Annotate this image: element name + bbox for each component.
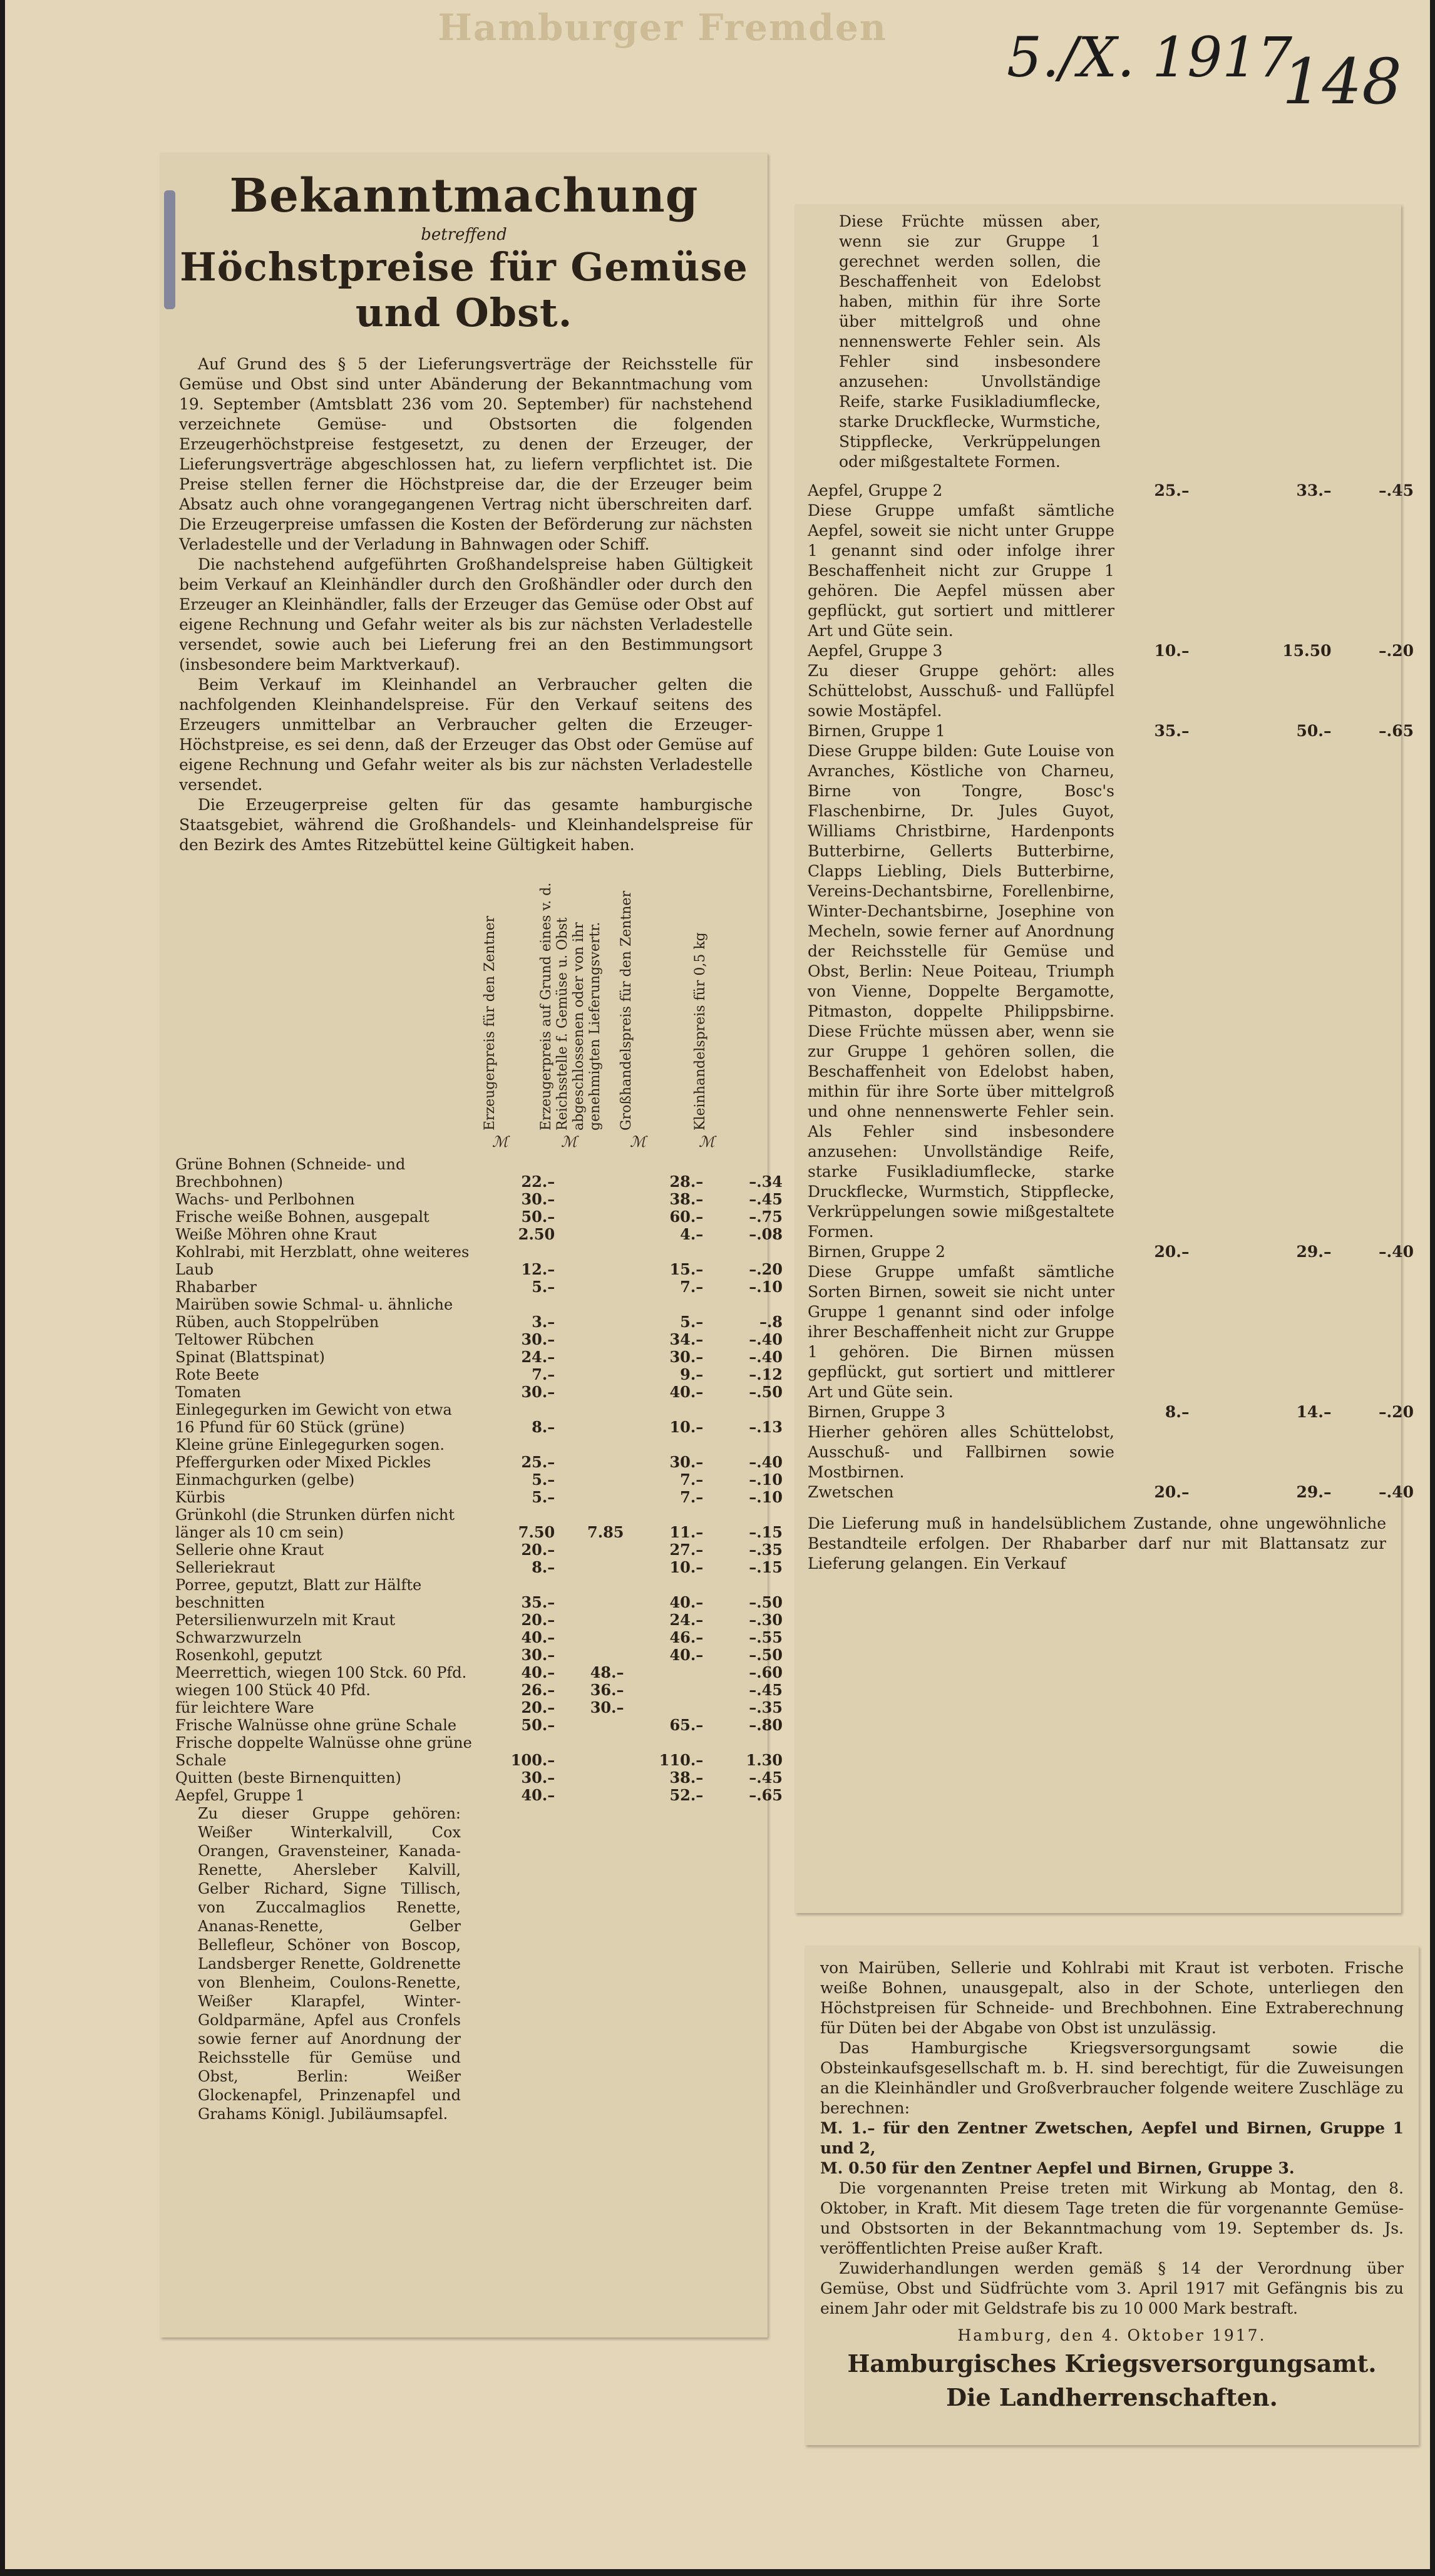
column-headers bbox=[473, 868, 768, 1131]
paragraph: Beim Verkauf im Kleinhandel an Verbraucher gelten die nachfolgenden Kleinhandelspreise. Für den Verkauf seitens des Erzeugers unmittelbar an Verbraucher gelten die Erzeuger-Höchstpreise, es sei denn, daß der Erzeuger das Obst oder Gemüse auf eigene Rechnung und Gefahr weiter als bis zur nächsten Verladestelle versendet. bbox=[179, 675, 753, 794]
item-name: Grünkohl (die Strunken dürfen nicht länger als 10 cm sein) bbox=[175, 1506, 455, 1541]
item-name: Frische weiße Bohnen, ausgepalt bbox=[175, 1208, 429, 1226]
table-row bbox=[808, 1242, 1414, 1262]
item-name: Aepfel, Gruppe 3 bbox=[808, 642, 943, 660]
price-c4: –.80 bbox=[749, 1716, 783, 1734]
left-clipping bbox=[160, 153, 783, 2337]
price-c3: 10.– bbox=[669, 1558, 704, 1576]
price-c3: 40.– bbox=[669, 1646, 704, 1664]
item-name: Aepfel, Gruppe 2 bbox=[808, 481, 943, 500]
price-c4: –.10 bbox=[749, 1278, 783, 1296]
item-name: Schwarzwurzeln bbox=[175, 1629, 302, 1646]
closing-date: Hamburg, den 4. Oktober 1917. bbox=[957, 2326, 1267, 2344]
table-row bbox=[175, 1787, 783, 1804]
price-c3: 4.– bbox=[680, 1225, 704, 1243]
continuation-footer: Die Lieferung muß in handelsüblichem Zustande, ohne ungewöhnliche Bestandteile erfolgen. Der Rhabarber darf nur mit Blattansatz zur Lieferung gelangen. Ein Verkauf bbox=[808, 1514, 1386, 1573]
signature-2: Die Landherrenschaften. bbox=[946, 2383, 1278, 2411]
variety-note: Diese Gruppe umfaßt sämtliche Aepfel, soweit sie nicht unter Gruppe 1 genannt sind oder infolge ihrer Beschaffenheit nicht zur Gruppe 1 gehören. Die Aepfel müssen aber gepflückt, gut sortiert und mittlerer Art und Güte sein. bbox=[808, 501, 1114, 640]
price-c4: –.35 bbox=[749, 1541, 783, 1559]
price-c1: 30.– bbox=[521, 1383, 555, 1401]
price-c2 bbox=[555, 1243, 624, 1278]
closing-text bbox=[820, 1958, 1404, 2319]
price-v2: 50.– bbox=[1296, 722, 1332, 740]
surcharge-1: M. 1.– für den Zentner Zwetschen, Aepfel und Birnen, Gruppe 1 und 2, bbox=[820, 2119, 1404, 2157]
right-top-clipping bbox=[795, 204, 1414, 1913]
price-c1: 30.– bbox=[521, 1330, 555, 1348]
price-c2 bbox=[555, 1208, 624, 1226]
item-name: Grüne Bohnen (Schneide- und Brechbohnen) bbox=[175, 1156, 406, 1191]
price-c2 bbox=[555, 1576, 624, 1611]
price-c1: 22.– bbox=[521, 1173, 555, 1191]
table-row bbox=[175, 1769, 783, 1787]
item-name: Rote Beete bbox=[175, 1366, 259, 1383]
price-c2 bbox=[555, 1191, 624, 1208]
price-c2: 48.– bbox=[590, 1663, 624, 1681]
price-c3: 28.– bbox=[669, 1173, 704, 1191]
item-name: Sellerie ohne Kraut bbox=[175, 1541, 324, 1559]
closing-p2: Das Hamburgische Kriegsversorgungsamt sowie die Obsteinkaufsgesellschaft m. b. H. sind berechtigt, für die Zuweisungen an die Kleinhändler und Großverbraucher folgende weitere Zuschläge zu berechnen: bbox=[820, 2039, 1404, 2117]
variety-note: Diese Gruppe umfaßt sämtliche Sorten Birnen, soweit sie nicht unter Gruppe 1 genannt sind oder infolge ihrer Beschaffenheit nicht zur Gruppe 1 gehören. Die Birnen müssen gepflückt, gut sortiert und mittlerer Art und Güte sein. bbox=[808, 1263, 1114, 1401]
price-c2 bbox=[555, 1716, 624, 1734]
notice-subtitle: Höchstpreise für Gemüse und Obst. bbox=[180, 244, 748, 336]
table-row bbox=[175, 1348, 783, 1366]
price-c2 bbox=[555, 1401, 624, 1436]
item-name: Quitten (beste Birnenquitten) bbox=[175, 1769, 401, 1787]
price-c2 bbox=[555, 1156, 624, 1191]
table-row-note bbox=[808, 741, 1414, 1242]
table-row bbox=[175, 1489, 783, 1506]
spacer bbox=[1114, 1422, 1414, 1482]
item-name: Zwetschen bbox=[808, 1483, 894, 1501]
spacer bbox=[1114, 661, 1414, 721]
item-name: Meerrettich, wiegen 100 Stck. 60 Pfd. bbox=[175, 1664, 467, 1681]
table-row bbox=[175, 1629, 783, 1646]
price-v2: 29.– bbox=[1296, 1483, 1332, 1501]
price-c3: 10.– bbox=[669, 1418, 704, 1436]
price-c3: 15.– bbox=[669, 1260, 704, 1278]
table-row bbox=[808, 1482, 1414, 1502]
price-c1: 100.– bbox=[510, 1751, 555, 1769]
unit-row bbox=[160, 1131, 768, 1156]
paragraph: Die Erzeugerpreise gelten für das gesamte hamburgische Staatsgebiet, während die Großhandels- und Kleinhandelspreise für den Bezirk des Amtes Ritzebüttel keine Gültigkeit haben. bbox=[179, 796, 753, 854]
item-name: Teltower Rübchen bbox=[175, 1331, 314, 1348]
table-row bbox=[175, 1191, 783, 1208]
price-c3: 5.– bbox=[680, 1313, 704, 1331]
price-c3: 46.– bbox=[669, 1628, 704, 1646]
newspaper-masthead: Hamburger Fremden bbox=[438, 6, 887, 49]
price-c2 bbox=[555, 1383, 624, 1401]
price-c4: –.15 bbox=[749, 1558, 783, 1576]
column-header-wholesale: Großhandelspreis für den Zentner bbox=[619, 891, 634, 1131]
price-c3 bbox=[624, 1699, 703, 1716]
item-name: für leichtere Ware bbox=[175, 1699, 314, 1716]
price-c1: 7.– bbox=[532, 1365, 555, 1383]
price-c1: 26.– bbox=[521, 1681, 555, 1699]
variety-note: Zu dieser Gruppe gehört: alles Schüttelobst, Ausschuß- und Fallüpfel sowie Mostäpfel. bbox=[808, 662, 1114, 720]
table-row bbox=[808, 641, 1414, 661]
table-row bbox=[175, 1681, 783, 1699]
price-c4: –.20 bbox=[749, 1260, 783, 1278]
item-name: Wachs- und Perlbohnen bbox=[175, 1191, 355, 1208]
price-c3: 65.– bbox=[669, 1716, 704, 1734]
item-name: Petersilienwurzeln mit Kraut bbox=[175, 1611, 396, 1629]
price-c4: –.45 bbox=[749, 1768, 783, 1787]
price-v2: 14.– bbox=[1296, 1403, 1332, 1421]
table-row bbox=[175, 1664, 783, 1681]
right-bottom-clipping bbox=[805, 1946, 1419, 2445]
price-v3: –.20 bbox=[1379, 642, 1414, 660]
table-row bbox=[175, 1208, 783, 1226]
price-v2: 15.50 bbox=[1282, 642, 1332, 660]
price-v1: 25.– bbox=[1154, 481, 1190, 500]
price-c2 bbox=[555, 1366, 624, 1383]
table-row bbox=[175, 1646, 783, 1664]
table-row bbox=[175, 1401, 783, 1436]
price-c4: –.40 bbox=[749, 1330, 783, 1348]
price-c2 bbox=[555, 1646, 624, 1664]
price-c1: 8.– bbox=[532, 1558, 555, 1576]
price-c1: 8.– bbox=[532, 1418, 555, 1436]
unit-label: ℳ bbox=[699, 1133, 715, 1151]
price-v3: –.40 bbox=[1379, 1483, 1414, 1501]
price-v3: –.45 bbox=[1379, 481, 1414, 500]
price-c2 bbox=[555, 1559, 624, 1576]
table-row bbox=[175, 1383, 783, 1401]
item-name: Birnen, Gruppe 3 bbox=[808, 1403, 945, 1421]
table-row bbox=[808, 1402, 1414, 1422]
item-name: Birnen, Gruppe 1 bbox=[808, 722, 945, 740]
table-row-note bbox=[808, 501, 1414, 641]
archive-board bbox=[5, 0, 1430, 2569]
price-c3: 38.– bbox=[669, 1768, 704, 1787]
price-c3: 11.– bbox=[669, 1523, 704, 1541]
handwritten-number: 148 bbox=[1282, 45, 1402, 118]
item-name: Kleine grüne Einlegegurken sogen. Pfeffergurken oder Mixed Pickles bbox=[175, 1436, 445, 1471]
price-c3: 40.– bbox=[669, 1383, 704, 1401]
fruit-price-table bbox=[808, 481, 1414, 1502]
spacer bbox=[1114, 501, 1414, 641]
notice-title: Bekanntmachung bbox=[229, 169, 699, 223]
table-row bbox=[175, 1436, 783, 1471]
price-c4: –.15 bbox=[749, 1523, 783, 1541]
price-c3: 7.– bbox=[680, 1488, 704, 1506]
price-c3: 52.– bbox=[669, 1786, 704, 1804]
price-c1: 7.50 bbox=[518, 1523, 555, 1541]
price-c4: 1.30 bbox=[746, 1751, 783, 1769]
price-c3: 40.– bbox=[669, 1593, 704, 1611]
price-c1: 5.– bbox=[532, 1278, 555, 1296]
closing-p1: von Mairüben, Sellerie und Kohlrabi mit Kraut ist verboten. Frische weiße Bohnen, unausgepalt, also in der Schote, unterliegen den Höchstpreisen für Schneide- und Brechbohnen. Eine Extraberechnung für Düten bei der Abgabe von Obst ist unzulässig. bbox=[820, 1959, 1404, 2037]
price-c1: 50.– bbox=[521, 1716, 555, 1734]
price-c2 bbox=[555, 1611, 624, 1629]
unit-label: ℳ bbox=[492, 1133, 508, 1151]
price-v2: 33.– bbox=[1296, 481, 1332, 500]
price-c3: 30.– bbox=[669, 1453, 704, 1471]
price-c3 bbox=[624, 1681, 703, 1699]
price-c4: –.08 bbox=[749, 1225, 783, 1243]
price-c1: 25.– bbox=[521, 1453, 555, 1471]
variety-note: Diese Gruppe bilden: Gute Louise von Avranches, Köstliche von Charneu, Birne von Tongre, Bosc's Flaschenbirne, Dr. Jules Guyot, Williams Christbirne, Hardenponts Butterbirne, Gellerts Butterbirne, Clapps Liebling, Diels Butterbirne, Vereins-Dechantsbirne, Forellenbirne, Winter-Dechantsbirne, Josephine von Mecheln, sowie ferner auf Anordnung der Reichsstelle für Gemüse und Obst, Berlin: Neue Poiteau, Triumph von Vienne, Doppelte Bergamotte, Pitmaston, doppelte Philippsbirne. Diese Früchte müssen aber, wenn sie zur Gruppe 1 gehören sollen, die Beschaffenheit von Edelobst haben, mithin für ihre Sorte über mittelgroß und ohne nennenswerte Fehler sein. Als Fehler sind insbesondere anzusehen: Unvollständige Reife, starke Fusikladiumflecke, starke Druckflecke, Wurmstich, Stippflecke, Verkrüppelungen sowie mißgestaltete Formen. bbox=[808, 742, 1114, 1241]
price-c1: 24.– bbox=[521, 1348, 555, 1366]
table-row-note bbox=[808, 661, 1414, 721]
item-name: Kohlrabi, mit Herzblatt, ohne weiteres Laub bbox=[175, 1243, 470, 1278]
price-c4: –.10 bbox=[749, 1470, 783, 1489]
table-row bbox=[175, 1506, 783, 1541]
price-c3: 24.– bbox=[669, 1611, 704, 1629]
price-v1: 20.– bbox=[1154, 1243, 1190, 1261]
price-c3: 27.– bbox=[669, 1541, 704, 1559]
item-name: Einlegegurken im Gewicht von etwa 16 Pfund für 60 Stück (grüne) bbox=[175, 1401, 452, 1436]
price-c4: –.60 bbox=[749, 1663, 783, 1681]
price-c2 bbox=[555, 1331, 624, 1348]
price-c2 bbox=[555, 1471, 624, 1489]
price-c1: 5.– bbox=[532, 1470, 555, 1489]
table-row bbox=[175, 1559, 783, 1576]
price-c4: –.35 bbox=[749, 1698, 783, 1716]
price-c1: 35.– bbox=[521, 1593, 555, 1611]
column-header-producer: Erzeugerpreis für den Zentner bbox=[482, 915, 498, 1131]
price-c2 bbox=[555, 1489, 624, 1506]
price-v1: 35.– bbox=[1154, 722, 1190, 740]
price-c2 bbox=[555, 1278, 624, 1296]
price-v2: 29.– bbox=[1296, 1243, 1332, 1261]
price-c2 bbox=[555, 1226, 624, 1243]
notice-small: betreffend bbox=[421, 225, 507, 244]
table-row-note bbox=[808, 1422, 1414, 1482]
price-c1: 40.– bbox=[521, 1786, 555, 1804]
closing-p4: Zuwiderhandlungen werden gemäß § 14 der Verordnung über Gemüse, Obst und Südfrüchte vom 3. April 1917 mit Gefängnis bis zu einem Jahr oder mit Geldstrafe bis zu 10 000 Mark bestraft. bbox=[820, 2259, 1404, 2317]
price-c2 bbox=[555, 1541, 624, 1559]
price-c3: 60.– bbox=[669, 1208, 704, 1226]
price-c1: 20.– bbox=[521, 1698, 555, 1716]
spacer bbox=[1114, 741, 1414, 1242]
spacer bbox=[1114, 1262, 1414, 1402]
table-row bbox=[175, 1471, 783, 1489]
continuation-intro: Diese Früchte müssen aber, wenn sie zur Gruppe 1 gerechnet werden sollen, die Beschaffenheit von Edelobst haben, mithin für ihre Sorte über mittelgroß und ohne nennenswerte Fehler sein. Als Fehler sind insbesondere anzusehen: Unvollständige Reife, starke Fusikladiumflecke, starke Druckflecke, Wurmstiche, Stippflecke, Verkrüppelungen oder mißgestaltete Formen. bbox=[839, 212, 1101, 471]
price-v3: –.40 bbox=[1379, 1243, 1414, 1261]
table-row bbox=[175, 1296, 783, 1331]
price-c1: 30.– bbox=[521, 1768, 555, 1787]
price-c3: 7.– bbox=[680, 1278, 704, 1296]
price-c1: 30.– bbox=[521, 1646, 555, 1664]
table-row bbox=[175, 1541, 783, 1559]
item-name: Selleriekraut bbox=[175, 1559, 275, 1576]
table-row bbox=[175, 1243, 783, 1278]
item-name: Kürbis bbox=[175, 1489, 225, 1506]
price-c2: 7.85 bbox=[587, 1523, 624, 1541]
table-row bbox=[175, 1366, 783, 1383]
notice-body bbox=[179, 354, 753, 855]
variety-note: Hierher gehören alles Schüttelobst, Ausschuß- und Fallbirnen sowie Mostbirnen. bbox=[808, 1423, 1114, 1481]
price-c3: 30.– bbox=[669, 1348, 704, 1366]
unit-label: ℳ bbox=[561, 1133, 577, 1151]
table-row bbox=[808, 721, 1414, 741]
item-name: Einmachgurken (gelbe) bbox=[175, 1471, 355, 1489]
price-c2: 30.– bbox=[590, 1698, 624, 1716]
surcharge-2: M. 0.50 für den Zentner Aepfel und Birnen, Gruppe 3. bbox=[820, 2159, 1295, 2177]
table-row bbox=[175, 1331, 783, 1348]
item-name: Spinat (Blattspinat) bbox=[175, 1348, 325, 1366]
price-c2 bbox=[555, 1734, 624, 1769]
price-c4: –.45 bbox=[749, 1190, 783, 1208]
vegetable-price-table bbox=[175, 1156, 783, 1804]
table-row bbox=[175, 1734, 783, 1769]
price-c4: –.65 bbox=[749, 1786, 783, 1804]
item-name: Mairüben sowie Schmal- u. ähnliche Rüben, auch Stoppelrüben bbox=[175, 1296, 453, 1331]
price-c3: 38.– bbox=[669, 1190, 704, 1208]
price-v3: –.65 bbox=[1379, 722, 1414, 740]
price-c3 bbox=[624, 1664, 703, 1681]
price-c4: –.10 bbox=[749, 1488, 783, 1506]
column-header-contract: Erzeugerpreis auf Grund eines v. d. Reichsstelle f. Gemüse u. Obst abgeschlossenen oder von ihr genehmigten Lieferungsvertr. bbox=[538, 882, 603, 1131]
table-row bbox=[175, 1699, 783, 1716]
price-v3: –.20 bbox=[1379, 1403, 1414, 1421]
table-row bbox=[175, 1716, 783, 1734]
price-c1: 3.– bbox=[532, 1313, 555, 1331]
price-c4: –.45 bbox=[749, 1681, 783, 1699]
table-row bbox=[175, 1278, 783, 1296]
column-header-retail: Kleinhandelspreis für 0,5 kg bbox=[692, 932, 708, 1131]
price-c3: 7.– bbox=[680, 1470, 704, 1489]
price-c1: 12.– bbox=[521, 1260, 555, 1278]
price-c2 bbox=[555, 1629, 624, 1646]
item-name: Birnen, Gruppe 2 bbox=[808, 1243, 945, 1261]
handwritten-date: 5./X. 1917 bbox=[1007, 25, 1293, 90]
price-c2 bbox=[555, 1787, 624, 1804]
price-c2 bbox=[555, 1348, 624, 1366]
closing-p3: Die vorgenannten Preise treten mit Wirkung ab Montag, den 8. Oktober, in Kraft. Mit diesem Tage treten die für vorgenannte Gemüse- und Obstsorten in der Bekanntmachung vom 19. September ds. Js. veröffentlichten Preise außer Kraft. bbox=[820, 2179, 1404, 2257]
price-c4: –.40 bbox=[749, 1348, 783, 1366]
table-row bbox=[175, 1226, 783, 1243]
price-c4: –.55 bbox=[749, 1628, 783, 1646]
price-c1: 40.– bbox=[521, 1663, 555, 1681]
price-c1: 20.– bbox=[521, 1541, 555, 1559]
price-c4: –.50 bbox=[749, 1646, 783, 1664]
table-row bbox=[175, 1156, 783, 1191]
table-row bbox=[808, 481, 1414, 501]
price-c3: 34.– bbox=[669, 1330, 704, 1348]
price-c3: 9.– bbox=[680, 1365, 704, 1383]
price-c3: 110.– bbox=[659, 1751, 704, 1769]
table-row bbox=[175, 1611, 783, 1629]
item-name: Weiße Möhren ohne Kraut bbox=[175, 1226, 377, 1243]
price-c4: –.30 bbox=[749, 1611, 783, 1629]
price-c1: 40.– bbox=[521, 1628, 555, 1646]
table-row bbox=[175, 1576, 783, 1611]
item-name: Frische doppelte Walnüsse ohne grüne Schale bbox=[175, 1734, 472, 1769]
price-c4: –.8 bbox=[759, 1313, 783, 1331]
item-name: Rosenkohl, geputzt bbox=[175, 1646, 322, 1664]
item-name: Porree, geputzt, Blatt zur Hälfte beschnitten bbox=[175, 1576, 422, 1611]
price-c4: –.50 bbox=[749, 1593, 783, 1611]
price-c2: 36.– bbox=[590, 1681, 624, 1699]
paragraph: Auf Grund des § 5 der Lieferungsverträge der Reichsstelle für Gemüse und Obst sind unter Abänderung der Bekanntmachung vom 19. September (Amtsblatt 236 vom 20. September) für nachstehend verzeichnete Gemüse- und Obstsorten die folgenden Erzeugerhöchstpreise festgesetzt, zu denen der Erzeuger, der Lieferungsverträge abgeschlossen hat, zu liefern verpflichtet ist. Die Preise stellen ferner die Höchstpreise dar, die der Erzeuger beim Absatz auch ohne vorangegangenen Vertrag nicht überschreiten darf. Die Erzeugerpreise umfassen die Kosten der Beförderung zur nächsten Verladestelle und der Verladung in Bahnwagen oder Schiff. bbox=[179, 355, 753, 553]
price-c2 bbox=[555, 1296, 624, 1331]
item-name: wiegen 100 Stück 40 Pfd. bbox=[175, 1681, 371, 1699]
item-name: Aepfel, Gruppe 1 bbox=[175, 1787, 305, 1804]
unit-label: ℳ bbox=[630, 1133, 646, 1151]
price-v1: 20.– bbox=[1154, 1483, 1190, 1501]
price-c4: –.40 bbox=[749, 1453, 783, 1471]
price-c4: –.75 bbox=[749, 1208, 783, 1226]
blue-ink-mark bbox=[164, 190, 175, 309]
price-c2 bbox=[555, 1436, 624, 1471]
table-row-note bbox=[808, 1262, 1414, 1402]
price-v1: 10.– bbox=[1154, 642, 1190, 660]
signature-1: Hamburgisches Kriegsversorgungsamt. bbox=[847, 2349, 1377, 2378]
item-name: Frische Walnüsse ohne grüne Schale bbox=[175, 1716, 457, 1734]
paragraph: Die nachstehend aufgeführten Großhandelspreise haben Gültigkeit beim Verkauf an Kleinhändler durch den Großhändler oder durch den Erzeuger an Kleinhändler, falls der Erzeuger das Gemüse oder Obst auf eigene Rechnung und Gefahr weiter als bis zur nächsten Verladestelle versendet, sowie auch bei Lieferung frei an den Bestimmungsort (insbesondere beim Marktverkauf). bbox=[179, 555, 753, 674]
price-c1: 2.50 bbox=[518, 1225, 555, 1243]
price-c1: 50.– bbox=[521, 1208, 555, 1226]
price-c4: –.12 bbox=[749, 1365, 783, 1383]
price-c1: 5.– bbox=[532, 1488, 555, 1506]
item-name: Tomaten bbox=[175, 1383, 241, 1401]
price-c4: –.50 bbox=[749, 1383, 783, 1401]
item-name: Rhabarber bbox=[175, 1278, 257, 1296]
price-c1: 30.– bbox=[521, 1190, 555, 1208]
price-c4: –.13 bbox=[749, 1418, 783, 1436]
price-v1: 8.– bbox=[1165, 1403, 1190, 1421]
apple-group1-note: Zu dieser Gruppe gehören: Weißer Winterkalvill, Cox Orangen, Gravensteiner, Kanada-Renette, Ahersleber Kalvill, Gelber Richard, Signe Tillisch, von Zuccalmaglios Renette, Ananas-Renette, Gelber Bellefleur, Schöner von Boscop, Landsberger Renette, Goldrenette von Blenheim, Coulons-Renette, Weißer Klarapfel, Winter-Goldparmäne, Apfel aus Cronfels sowie ferner auf Anordnung der Reichsstelle für Gemüse und Obst, Berlin: Weißer Glockenapfel, Prinzenapfel und Grahams Königl. Jubiläumsapfel. bbox=[198, 1805, 461, 2123]
price-c4: –.34 bbox=[749, 1173, 783, 1191]
price-c2 bbox=[555, 1769, 624, 1787]
price-c1: 20.– bbox=[521, 1611, 555, 1629]
